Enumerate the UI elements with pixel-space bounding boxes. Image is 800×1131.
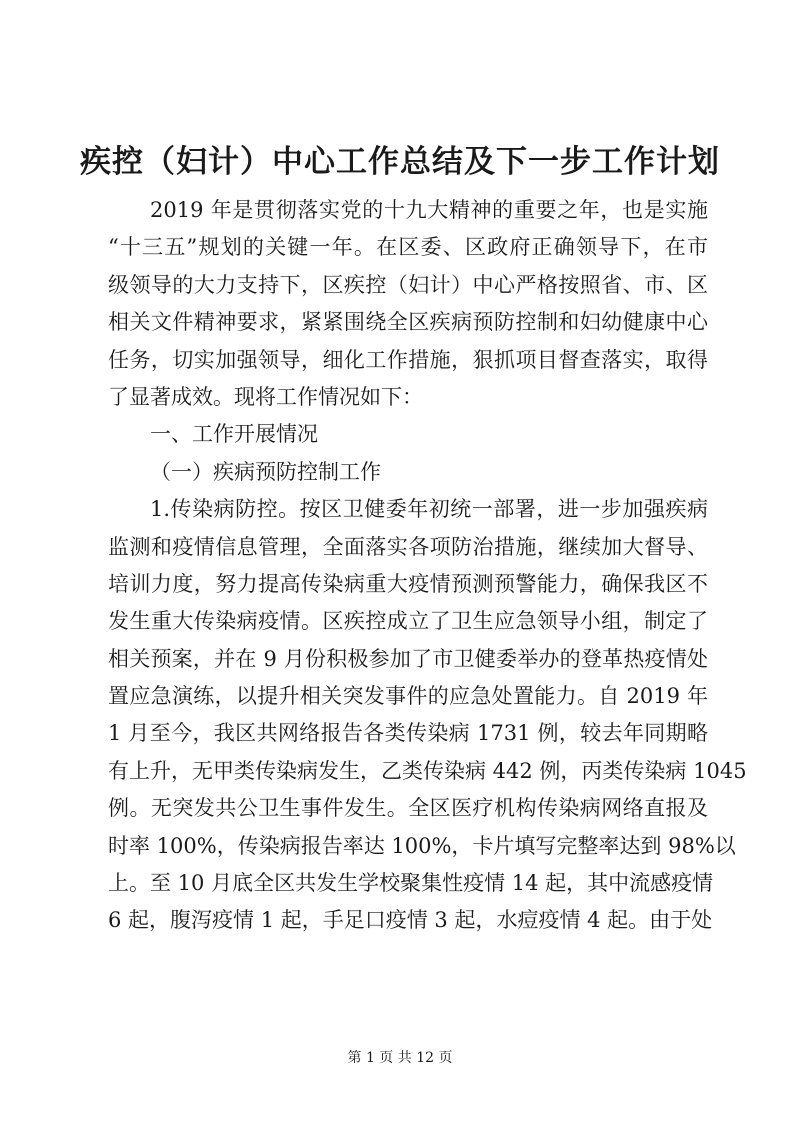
subsection-heading: （一）疾病预防控制工作 (150, 459, 381, 484)
paragraph-line: 2019 年是贯彻落实党的十九大精神的重要之年，也是实施 (150, 198, 708, 222)
paragraph-line: 上。至 10 月底全区共发生学校聚集性疫情 14 起，其中流感疫情 (108, 871, 714, 896)
paragraph-line: 有上升，无甲类传染病发生，乙类传染病 442 例，丙类传染病 1045 (108, 758, 747, 783)
document-title: 疾控（妇计）中心工作总结及下一步工作计划 (80, 144, 720, 180)
paragraph-line: 培训力度，努力提高传染病重大疫情预测预警能力，确保我区不 (108, 571, 708, 596)
paragraph-line: 置应急演练，以提升相关突发事件的应急处置能力。自 2019 年 (108, 684, 708, 709)
paragraph-line: 发生重大传染病疫情。区疾控成立了卫生应急领导小组，制定了 (108, 609, 708, 634)
document-body (108, 192, 747, 940)
paragraph-line: 相关文件精神要求，紧紧围绕全区疾病预防控制和妇幼健康中心 (108, 310, 708, 335)
paragraph-line: “十三五”规划的关键一年。在区委、区政府正确领导下，在市 (108, 235, 708, 260)
paragraph-line: 6 起，腹泻疫情 1 起，手足口疫情 3 起，水痘疫情 4 起。由于处 (108, 908, 713, 933)
paragraph-line: 1 月至今，我区共网络报告各类传染病 1731 例，较去年同期略 (108, 721, 708, 746)
paragraph-line: 任务，切实加强领导，细化工作措施，狠抓项目督查落实，取得 (108, 347, 708, 372)
paragraph-line: 相关预案，并在 9 月份积极参加了市卫健委举办的登革热疫情处 (108, 646, 708, 671)
paragraph-line: 监测和疫情信息管理，全面落实各项防治措施，继续加大督导、 (108, 534, 708, 559)
section-heading: 一、工作开展情况 (150, 422, 318, 447)
paragraph-line: 级领导的大力支持下，区疾控（妇计）中心严格按照省、市、区 (108, 272, 708, 297)
paragraph-line: 1.传染病防控。按区卫健委年初统一部署，进一步加强疾病 (150, 497, 708, 522)
paragraph-line: 时率 100%，传染病报告率达 100%，卡片填写完整率达到 98%以 (108, 833, 736, 858)
paragraph-line: 了显著成效。现将工作情况如下： (108, 384, 423, 409)
paragraph-line: 例。无突发共公卫生事件发生。全区医疗机构传染病网络直报及 (108, 796, 708, 821)
page-number: 第 1 页 共 12 页 (347, 1050, 453, 1066)
